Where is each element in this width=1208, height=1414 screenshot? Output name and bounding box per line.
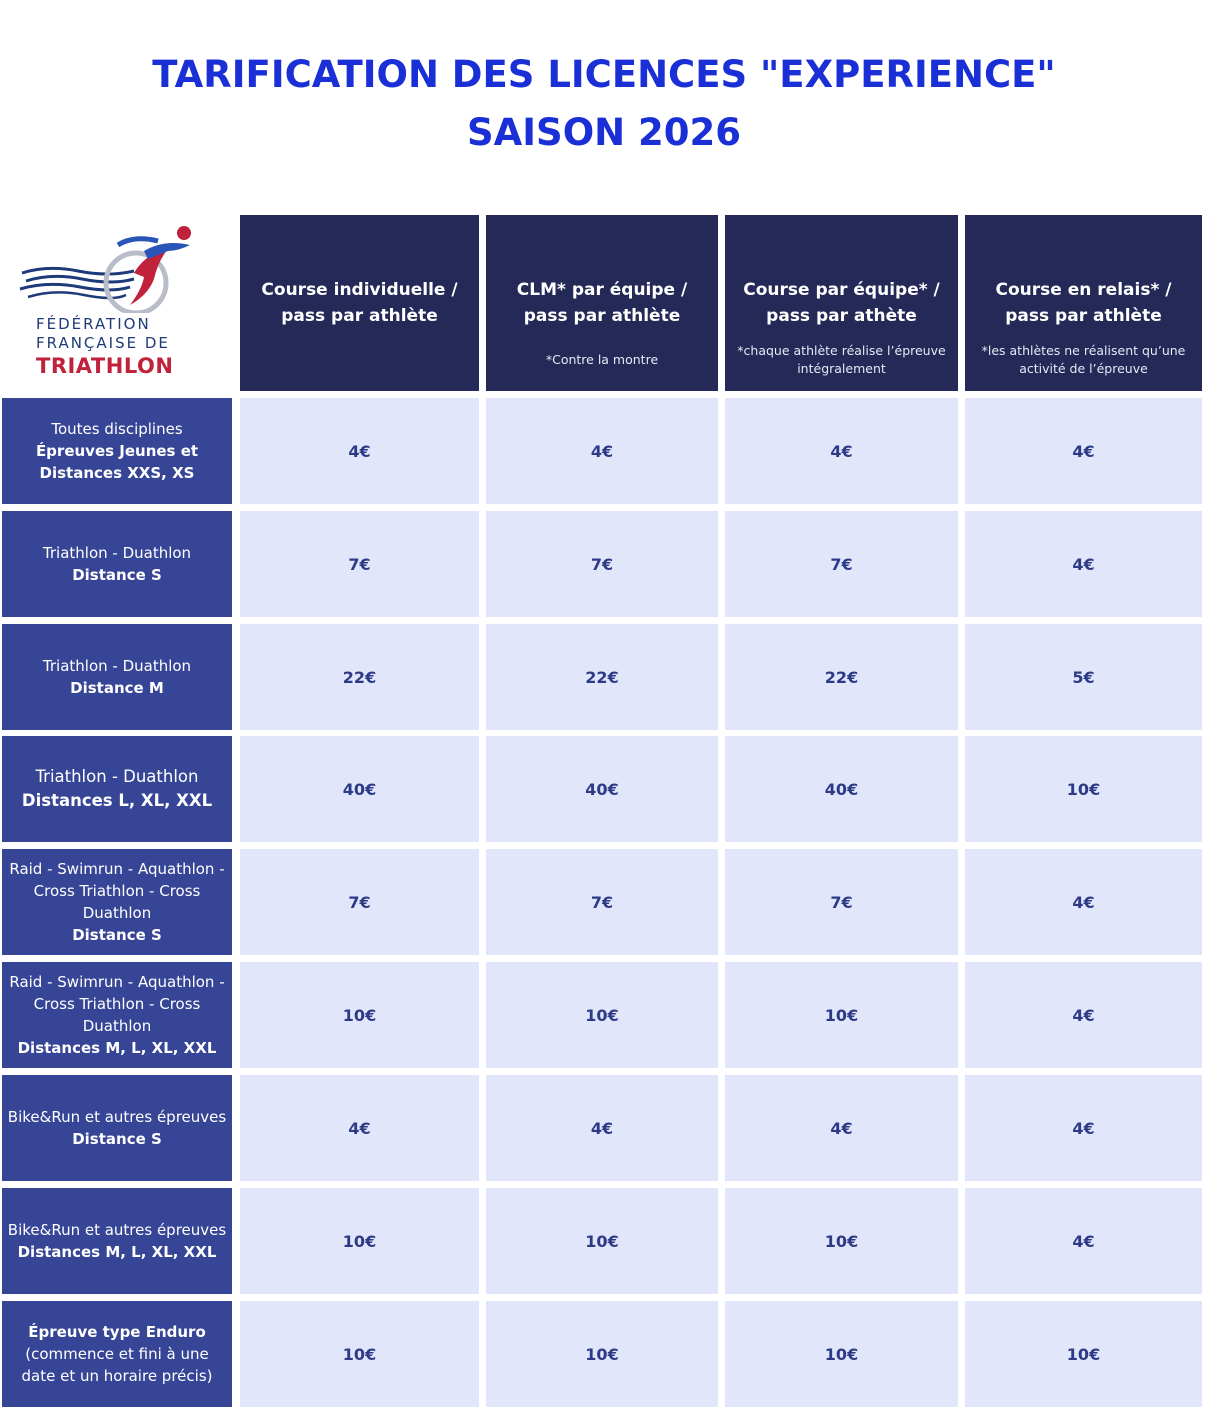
row-label-bold: Distance S: [72, 926, 162, 944]
price-cell: 10€: [965, 1301, 1202, 1407]
row-label-tri-s: [2, 511, 232, 617]
header-title-line: CLM* par équipe /: [516, 280, 688, 300]
page-title: [0, 46, 1208, 162]
row-label-bikerun-s: [2, 1075, 232, 1181]
row-label-bold: Épreuve type Enduro: [28, 1323, 206, 1341]
logo-line-3: TRIATHLON: [36, 354, 174, 378]
row-label-line: date et un horaire précis): [21, 1367, 213, 1385]
row-label-raid-m: [2, 962, 232, 1068]
row-label-tri-m: [2, 624, 232, 730]
row-label-bold: Distance S: [72, 566, 162, 584]
header-course-relais: [965, 215, 1202, 391]
price-cell: 7€: [486, 849, 718, 955]
price-cell: 22€: [240, 624, 479, 730]
price-cell: 40€: [486, 736, 718, 842]
logo-wordmark: [36, 315, 173, 379]
header-title-line: pass par athlète: [281, 306, 438, 326]
row-label-line: Triathlon - Duathlon: [42, 657, 192, 675]
price-cell: 40€: [240, 736, 479, 842]
price-cell: 4€: [965, 1075, 1202, 1181]
row-label-line: Triathlon - Duathlon: [35, 767, 199, 786]
row-label-line: Bike&Run et autres épreuves: [7, 1108, 227, 1126]
price-cell: 7€: [725, 849, 958, 955]
price-cell: 10€: [240, 1301, 479, 1407]
row-label-line: Duathlon: [82, 904, 152, 922]
row-label-line: Cross Triathlon - Cross: [33, 882, 201, 900]
row-label-jeunes: [2, 398, 232, 504]
row-label-raid-s: [2, 849, 232, 955]
logo-line-1: FÉDÉRATION: [36, 315, 151, 333]
header-note-line: *les athlètes ne réalisent qu’une: [981, 343, 1186, 358]
row-label-line: Toutes disciplines: [51, 420, 183, 438]
price-cell: 4€: [486, 398, 718, 504]
price-cell: 40€: [725, 736, 958, 842]
header-course-equipe: [725, 215, 958, 391]
price-cell: 10€: [240, 1188, 479, 1294]
title-line-2: SAISON 2026: [467, 111, 741, 154]
header-title-line: Course en relais* /: [995, 280, 1172, 300]
price-cell: 4€: [965, 1188, 1202, 1294]
price-cell: 4€: [965, 398, 1202, 504]
header-title-line: pass par athlète: [523, 306, 681, 326]
header-note: [969, 342, 1198, 378]
header-note-line: intégralement: [797, 361, 886, 376]
triathlete-logo-icon: [18, 221, 198, 313]
row-label-bold: Distance S: [72, 1130, 162, 1148]
price-cell: 10€: [965, 736, 1202, 842]
header-note: [729, 342, 954, 378]
price-cell: 4€: [965, 511, 1202, 617]
header-title-line: pass par athète: [766, 306, 917, 326]
ffp-logo: [2, 215, 232, 391]
price-cell: 4€: [965, 849, 1202, 955]
price-cell: 4€: [240, 1075, 479, 1181]
price-cell: 7€: [240, 849, 479, 955]
row-label-bold: Distance M: [70, 679, 164, 697]
header-note-line: activité de l’épreuve: [1019, 361, 1148, 376]
price-cell: 10€: [486, 1188, 718, 1294]
row-label-line: Triathlon - Duathlon: [42, 544, 192, 562]
price-cell: 5€: [965, 624, 1202, 730]
row-label-line: Bike&Run et autres épreuves: [7, 1221, 227, 1239]
price-cell: 7€: [240, 511, 479, 617]
header-course-individuelle: [240, 215, 479, 391]
row-label-bold: Épreuves Jeunes et: [35, 442, 199, 460]
row-label-line: Raid - Swimrun - Aquathlon -: [9, 973, 225, 991]
header-title-line: pass par athlète: [1005, 306, 1162, 326]
row-label-line: Duathlon: [82, 1017, 152, 1035]
row-label-bold: Distances M, L, XL, XXL: [17, 1039, 217, 1057]
price-cell: 4€: [486, 1075, 718, 1181]
price-cell: 10€: [725, 1301, 958, 1407]
price-cell: 4€: [725, 1075, 958, 1181]
price-cell: 10€: [486, 1301, 718, 1407]
row-label-bikerun-m: [2, 1188, 232, 1294]
row-label-bold: Distances XXS, XS: [39, 464, 195, 482]
price-cell: 10€: [486, 962, 718, 1068]
header-note-line: *chaque athlète réalise l’épreuve: [737, 343, 946, 358]
row-label-line: Raid - Swimrun - Aquathlon -: [9, 860, 225, 878]
row-label-tri-l: [2, 736, 232, 842]
row-label-enduro: [2, 1301, 232, 1407]
price-cell: 10€: [240, 962, 479, 1068]
price-cell: 10€: [725, 962, 958, 1068]
price-cell: 4€: [240, 398, 479, 504]
header-title-line: Course individuelle /: [261, 280, 458, 300]
logo-line-2: FRANÇAISE DE: [36, 334, 170, 352]
row-label-bold: Distances M, L, XL, XXL: [17, 1243, 217, 1261]
price-cell: 4€: [725, 398, 958, 504]
price-cell: 7€: [486, 511, 718, 617]
row-label-line: Cross Triathlon - Cross: [33, 995, 201, 1013]
header-note: *Contre la montre: [545, 352, 659, 367]
row-label-bold: Distances L, XL, XXL: [21, 791, 213, 810]
title-line-1: TARIFICATION DES LICENCES "EXPERIENCE": [152, 53, 1056, 96]
price-cell: 10€: [725, 1188, 958, 1294]
price-cell: 7€: [725, 511, 958, 617]
row-label-line: (commence et fini à une: [25, 1345, 209, 1363]
price-cell: 22€: [486, 624, 718, 730]
header-clm-equipe: [486, 215, 718, 391]
price-cell: 22€: [725, 624, 958, 730]
price-cell: 4€: [965, 962, 1202, 1068]
header-title-line: Course par équipe* /: [743, 280, 940, 300]
